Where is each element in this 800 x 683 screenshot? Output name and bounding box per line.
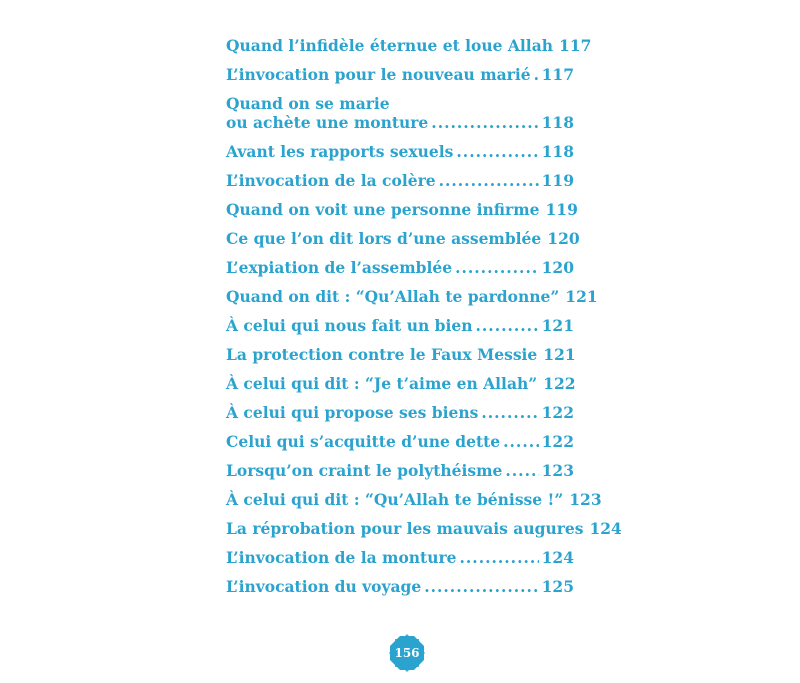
toc-entry: [226, 65, 574, 84]
toc-entry-page: 119: [541, 171, 574, 190]
toc-entry-page: 118: [541, 142, 574, 161]
toc-entry-page: 121: [565, 287, 598, 306]
toc-entry: [226, 171, 574, 190]
toc-entry: [226, 94, 574, 132]
toc-entry-page: 121: [543, 345, 576, 364]
page-number: 156: [394, 646, 420, 660]
toc-entry: [226, 403, 574, 422]
toc-entry-title: Quand on voit une personne infirme: [226, 200, 540, 219]
toc-entry: [226, 490, 602, 509]
toc-entry-page: 120: [541, 258, 574, 277]
toc-leader-dots: [505, 461, 538, 480]
toc-leader-dots: [431, 113, 538, 132]
toc-entry: [226, 200, 578, 219]
toc-leader-dots: [424, 577, 538, 596]
toc-entry: [226, 374, 574, 393]
toc-entry-page: 117: [559, 36, 592, 55]
toc-entry-title: À celui qui dit : “Je t’aime en Allah”: [226, 374, 538, 393]
toc-entry-page: 117: [541, 65, 574, 84]
toc-leader-dots: [455, 258, 539, 277]
toc-entry: [226, 229, 580, 248]
toc-entry-page: 122: [541, 432, 574, 451]
toc-entry: [226, 287, 598, 306]
toc-leader-dots: [460, 548, 539, 567]
toc-entry-page: 122: [541, 403, 574, 422]
toc-entry-title: À celui qui propose ses biens: [226, 403, 479, 422]
toc-entry-page: 119: [545, 200, 578, 219]
toc-leader-dots: [439, 171, 539, 190]
toc-entry-title-block: [226, 94, 428, 132]
toc-entry-title: L’expiation de l’assemblée: [226, 258, 453, 277]
toc-entry: [226, 548, 574, 567]
toc-entry: [226, 142, 574, 161]
toc-entry-page: 122: [543, 374, 576, 393]
toc-entry: [226, 345, 574, 364]
toc-entry-page: 123: [569, 490, 602, 509]
toc-entry: [226, 432, 574, 451]
toc-leader-dots: [476, 316, 539, 335]
toc-entry: [226, 519, 622, 538]
toc-entry-title: L’invocation du voyage: [226, 577, 422, 596]
toc-entry: [226, 577, 574, 596]
toc-entry-title: La protection contre le Faux Messie: [226, 345, 538, 364]
toc-leader-dots: [534, 65, 539, 84]
toc-entry-title: À celui qui dit : “Qu’Allah te bénisse !”: [226, 490, 564, 509]
page-number-badge: [387, 633, 427, 673]
toc-entry-title: Lorsqu’on craint le polythéisme: [226, 461, 503, 480]
toc-entry: [226, 461, 574, 480]
toc-entry-title: Celui qui s’acquitte d’une dette: [226, 432, 501, 451]
toc-entry-title: Avant les rapports sexuels: [226, 142, 454, 161]
toc-entry-title: L’invocation de la colère: [226, 171, 436, 190]
toc-entry-title: Quand l’infidèle éternue et loue Allah: [226, 36, 554, 55]
toc-leader-dots: [456, 142, 538, 161]
toc-entry-title: L’invocation de la monture: [226, 548, 457, 567]
toc-leader-dots: [481, 403, 538, 422]
toc-entry-title: La réprobation pour les mauvais augures: [226, 519, 584, 538]
toc-entry-title: À celui qui nous fait un bien: [226, 316, 473, 335]
toc-entry-title: ou achète une monture: [226, 113, 429, 132]
toc-entry-page: 123: [541, 461, 574, 480]
toc-entry-page: 121: [541, 316, 574, 335]
toc-entry: [226, 316, 574, 335]
toc-entry-page: 118: [541, 113, 574, 132]
table-of-contents: [226, 36, 622, 606]
toc-entry-page: 124: [589, 519, 622, 538]
toc-entry-page: 120: [547, 229, 580, 248]
toc-entry-title: Quand on dit : “Qu’Allah te pardonne”: [226, 287, 560, 306]
toc-entry-title-line: Quand on se marie: [226, 94, 390, 113]
toc-entry-title: L’invocation pour le nouveau marié: [226, 65, 531, 84]
toc-entry-title: Ce que l’on dit lors d’une assemblée: [226, 229, 542, 248]
toc-entry-page: 124: [541, 548, 574, 567]
toc-entry-page: 125: [541, 577, 574, 596]
toc-entry: [226, 258, 574, 277]
toc-leader-dots: [503, 432, 539, 451]
toc-entry: [226, 36, 592, 55]
